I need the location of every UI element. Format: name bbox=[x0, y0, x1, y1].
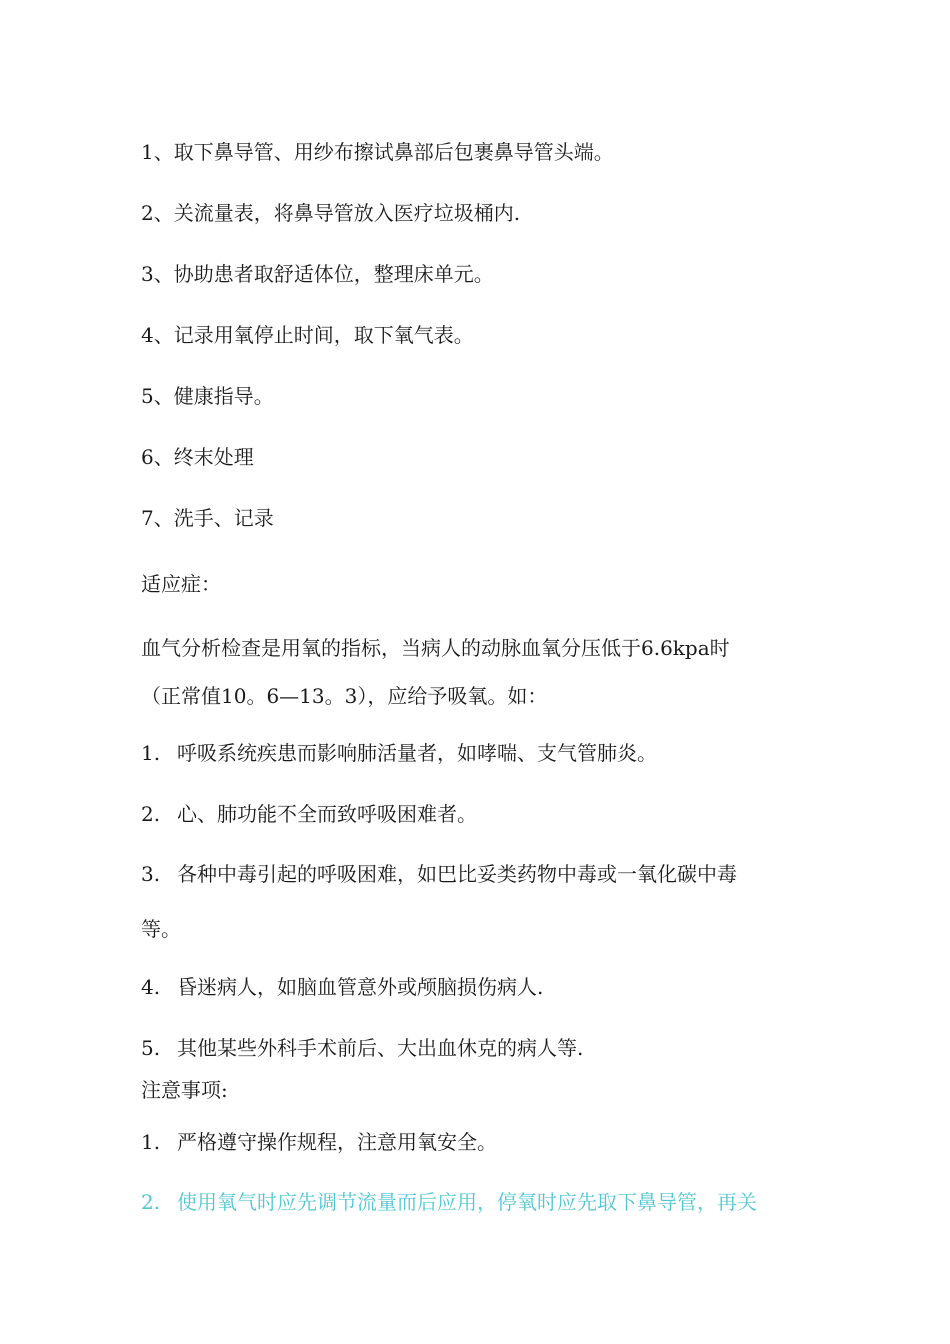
indications-intro-line1: 血气分析检查是用氧的指标，当病人的动脉血氧分压低于6.6kpa时 bbox=[141, 636, 730, 660]
step-1: 1、取下鼻导管、用纱布擦试鼻部后包裹鼻导管头端。 bbox=[141, 140, 614, 164]
indication-item-5 bbox=[141, 1035, 811, 1061]
precaution-item-1 bbox=[141, 1129, 811, 1155]
list-number: 1. bbox=[141, 741, 161, 765]
indications-heading: 适应症： bbox=[141, 572, 221, 596]
list-number: 2. bbox=[141, 802, 161, 826]
precaution-item-2 bbox=[141, 1189, 811, 1215]
list-number: 5. bbox=[141, 1036, 161, 1060]
list-text: 各种中毒引起的呼吸困难，如巴比妥类药物中毒或一氧化碳中毒 bbox=[177, 862, 737, 886]
step-7: 7、洗手、记录 bbox=[141, 506, 274, 530]
indication-item-3 bbox=[141, 861, 811, 887]
indication-item-3-continuation: 等。 bbox=[141, 917, 181, 941]
indication-item-4 bbox=[141, 974, 811, 1000]
list-number: 1. bbox=[141, 1130, 161, 1154]
list-text: 昏迷病人，如脑血管意外或颅脑损伤病人. bbox=[177, 975, 544, 999]
step-2: 2、关流量表，将鼻导管放入医疗垃圾桶内. bbox=[141, 201, 521, 225]
precautions-heading: 注意事项: bbox=[141, 1078, 228, 1102]
indications-intro-line2: （正常值10。6—13。3），应给予吸氧。如： bbox=[141, 684, 548, 708]
list-text: 其他某些外科手术前后、大出血休克的病人等. bbox=[177, 1036, 584, 1060]
step-6: 6、终末处理 bbox=[141, 445, 254, 469]
step-5: 5、健康指导。 bbox=[141, 384, 274, 408]
list-text: 呼吸系统疾患而影响肺活量者，如哮喘、支气管肺炎。 bbox=[177, 741, 657, 765]
indication-item-2 bbox=[141, 801, 811, 827]
list-text: 心、肺功能不全而致呼吸困难者。 bbox=[177, 802, 477, 826]
list-text: 使用氧气时应先调节流量而后应用，停氧时应先取下鼻导管，再关 bbox=[177, 1190, 757, 1214]
list-number: 2. bbox=[141, 1190, 161, 1214]
list-number: 4. bbox=[141, 975, 161, 999]
indication-item-1 bbox=[141, 740, 811, 766]
step-4: 4、记录用氧停止时间，取下氧气表。 bbox=[141, 323, 474, 347]
step-3: 3、协助患者取舒适体位，整理床单元。 bbox=[141, 262, 494, 286]
list-number: 3. bbox=[141, 862, 161, 886]
list-text: 严格遵守操作规程，注意用氧安全。 bbox=[177, 1130, 497, 1154]
